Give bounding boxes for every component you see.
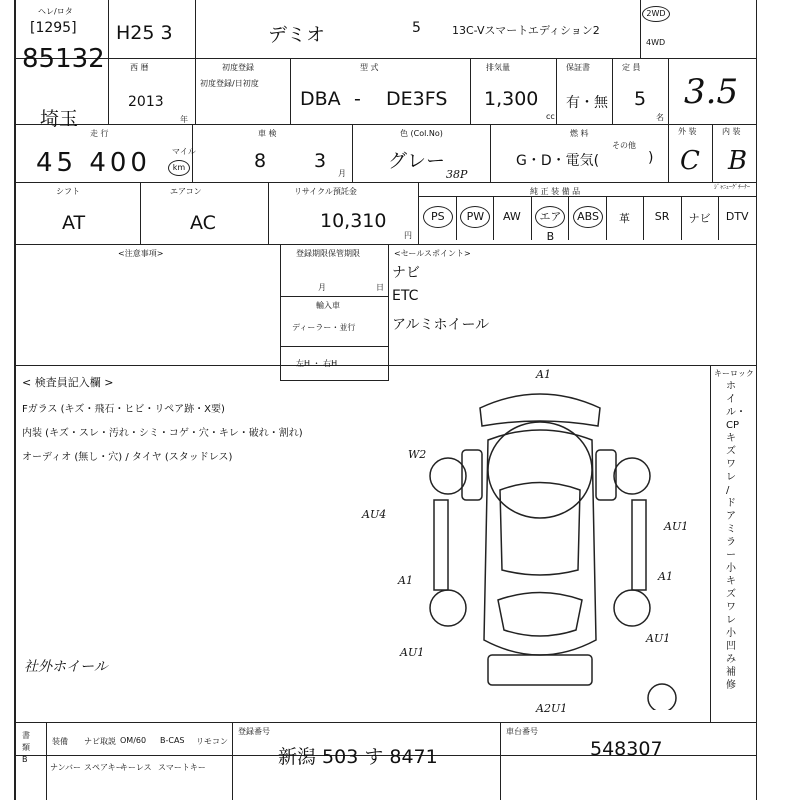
- grade: 13C-Vスマートエディション2: [452, 24, 600, 37]
- reg-label: ヘレ/ロタ: [38, 7, 73, 16]
- inspection-month: 8: [254, 150, 267, 172]
- cc-unit: cc: [546, 112, 555, 121]
- warranty-label: 保証書: [566, 63, 590, 72]
- aircon: AC: [190, 212, 216, 234]
- equipment-item: SR: [654, 210, 670, 223]
- sales-point-1: ナビ: [392, 265, 420, 281]
- damage-left-upper: AU4: [362, 508, 387, 521]
- mileage: 45 400: [36, 148, 151, 178]
- import-value: ディーラー・並行: [292, 323, 356, 332]
- car-diagram: [400, 380, 700, 710]
- prefecture: 埼玉: [40, 108, 79, 130]
- exterior: C: [680, 146, 700, 176]
- mileage-unit: km: [168, 160, 190, 176]
- damage-left-mid: A1: [398, 574, 413, 587]
- inspector-line-1: Fガラス (キズ・飛石・ヒビ・リペア跡・X要): [22, 404, 225, 415]
- sales-label: <セールスポイント>: [394, 249, 471, 258]
- plate: 新潟 503 す 8471: [278, 746, 438, 768]
- equipment-item: PS: [423, 206, 453, 228]
- recycle: 10,310: [320, 210, 387, 232]
- model-type-label: 型 式: [360, 63, 379, 72]
- lot-number: 85132: [22, 44, 105, 74]
- fuel-other: その他: [612, 141, 636, 150]
- footer-col2-bottom: スペアキー: [84, 763, 124, 772]
- keyless-label: キーロック: [714, 369, 754, 378]
- exterior-label: 外 装: [678, 127, 697, 136]
- initial-reg-label: 初度登録: [222, 63, 254, 72]
- damage-left-top: W2: [408, 448, 427, 461]
- displacement: 1,300: [484, 88, 539, 110]
- fuel-label: 燃 料: [570, 129, 589, 138]
- year: H25 3: [116, 22, 173, 44]
- model-dash: -: [354, 88, 361, 110]
- equipment-item: DTV: [725, 210, 749, 223]
- equipment-divider: [568, 196, 569, 240]
- equipment-item: AW: [502, 210, 521, 223]
- damage-front: A1: [536, 368, 551, 381]
- footer-col4-bottom: スマートキー: [158, 763, 206, 772]
- nenshiki-label: 年: [180, 115, 188, 124]
- equipment-item: 革: [619, 212, 631, 225]
- interior-label: 内 装: [722, 127, 741, 136]
- equipment-divider: [493, 196, 494, 240]
- western-year-label: 西 暦: [130, 63, 149, 72]
- aircon-label: エアコン: [170, 187, 202, 196]
- inspection-day: 3: [314, 150, 327, 172]
- inspector-line-3: オーディオ (無し・穴) / タイヤ (スタッドレス): [22, 452, 233, 463]
- sales-point-3: アルミホイール: [392, 317, 490, 333]
- color-code: 38P: [446, 168, 468, 181]
- month-unit: 月: [338, 169, 346, 178]
- footer-col4-top: B-CAS: [160, 736, 185, 745]
- equipment-label: 純 正 装 備 品: [530, 187, 581, 196]
- reg-period-label: 登録期限保管期限: [296, 249, 360, 258]
- handwritten-note: 社外ホイール: [24, 659, 108, 675]
- inspection-label: 車 検: [258, 129, 277, 138]
- side-text: ホイル・CPキズ ワレ / ドアミラー小キズ ワレ 小凹み 補修: [726, 381, 746, 691]
- equipment-item: PW: [460, 206, 490, 228]
- equipment-row: [418, 200, 756, 243]
- chassis: 548307: [590, 738, 663, 760]
- interior: B: [728, 146, 748, 176]
- equipment-divider: [606, 196, 607, 240]
- import-label: 輸入車: [316, 301, 340, 310]
- mileage-unit-top: マイル: [172, 147, 196, 156]
- drive-4wd: 4WD: [646, 38, 666, 47]
- model-name: デミオ: [268, 24, 326, 46]
- damage-right-lower: AU1: [646, 632, 671, 645]
- plate-label: 登録番号: [238, 727, 270, 736]
- equipment-divider: [681, 196, 682, 240]
- lot-bracket: [1295]: [30, 20, 77, 36]
- footer-col2-top: ナビ取説: [84, 737, 116, 746]
- fuel-options: G・D・電気(: [516, 153, 600, 169]
- displacement-label: 排気量: [486, 63, 510, 72]
- score: 3.5: [684, 72, 739, 112]
- caution-label: <注意事項>: [118, 249, 164, 258]
- capacity-unit: 名: [656, 113, 664, 122]
- month-char: 月: [318, 283, 326, 292]
- footer-col1-bottom: ナンバー: [50, 763, 82, 772]
- damage-right-upper: AU1: [664, 520, 689, 533]
- footer-col3-top: OM/60: [120, 736, 147, 745]
- recycle-label: リサイクル預託金: [294, 187, 357, 196]
- inspector-title: < 検査員記入欄 >: [22, 376, 114, 389]
- equipment-item: ナビ: [688, 212, 711, 225]
- footer-col1-top: 装備: [52, 737, 68, 746]
- footer-col5-top: リモコン: [196, 737, 228, 746]
- warranty-value: 有・無: [566, 95, 608, 111]
- recycle-unit: 円: [404, 231, 412, 240]
- sales-point-2: ETC: [392, 288, 419, 304]
- shift-label: シフト: [56, 187, 80, 196]
- equipment-divider: [643, 196, 644, 240]
- footer-side-chars: 書 類 B: [22, 731, 30, 764]
- capacity: 5: [634, 88, 647, 110]
- model-code: DE3FS: [386, 88, 448, 110]
- western-year: 2013: [128, 94, 164, 110]
- fuel-close: ): [648, 150, 654, 166]
- steering-value: 左H ・ 右H: [296, 359, 338, 368]
- equipment-divider: [531, 196, 532, 240]
- color: グレー: [388, 150, 446, 172]
- equipment-divider: [456, 196, 457, 240]
- mileage-label: 走 行: [90, 129, 109, 138]
- inspector-line-2: 内装 (キズ・スレ・汚れ・シミ・コゲ・穴・キレ・破れ・割れ): [22, 428, 303, 439]
- initial-reg-sub: 初度登録/日初度: [200, 79, 259, 88]
- drive-2wd: 2WD: [642, 6, 670, 22]
- day-char: 日: [376, 283, 384, 292]
- color-label: 色 (Col.No): [400, 129, 443, 138]
- model-prefix: DBA: [300, 88, 341, 110]
- damage-right-mid: A1: [658, 570, 673, 583]
- capacity-label: 定 員: [622, 63, 641, 72]
- equipment-divider: [718, 196, 719, 240]
- footer-col3-bottom: キーレス: [120, 763, 152, 772]
- equipment-item: ABS: [573, 206, 603, 228]
- damage-rear: A2U1: [536, 702, 568, 715]
- dtv-label: ｼﾞｬﾆｭｰｸﾞﾁｰﾅｰ: [714, 184, 751, 191]
- equipment-item: エアB: [535, 206, 565, 228]
- doors: 5: [412, 20, 421, 36]
- shift: AT: [62, 212, 86, 234]
- chassis-label: 車台番号: [506, 727, 538, 736]
- damage-left-lower: AU1: [400, 646, 425, 659]
